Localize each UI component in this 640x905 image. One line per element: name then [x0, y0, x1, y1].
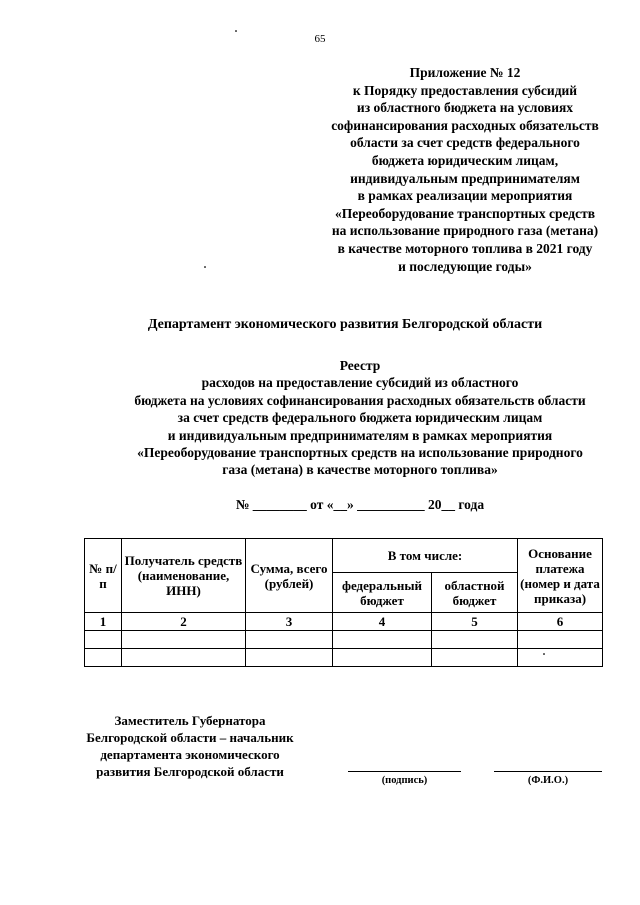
column-number: 2: [122, 613, 246, 631]
registry-number-line: № ________ от «__» __________ 20__ года: [235, 497, 485, 512]
header-num: № п/п: [85, 539, 122, 613]
signer-line: Заместитель Губернатора: [114, 713, 266, 728]
column-number: 1: [85, 613, 122, 631]
signer-line: развития Белгородской области: [96, 764, 284, 779]
header-sum: Сумма, всего (рублей): [246, 539, 333, 613]
name-line: [494, 771, 602, 772]
scan-speck: [543, 653, 545, 655]
header-basis: Основание платежа (номер и дата приказа): [518, 539, 603, 613]
registry-line: расходов на предоставление субсидий из областного: [201, 375, 519, 391]
appendix-line: в рамках реализации мероприятия: [357, 188, 573, 204]
appendix-line: к Порядку предоставления субсидий: [352, 82, 578, 98]
department-title: Департамент экономического развития Белгородской области: [147, 317, 543, 332]
appendix-line: Приложение № 12: [409, 65, 521, 80]
appendix-line: софинансирования расходных обязательств: [331, 117, 599, 133]
header-regional: областной бюджет: [432, 573, 518, 613]
appendix-line: бюджета юридическим лицам,: [371, 152, 559, 168]
signer-title: [80, 712, 300, 780]
appendix-header: [300, 64, 630, 275]
registry-line: за счет средств федерального бюджета юридическим лицам: [177, 410, 543, 426]
registry-line: и индивидуальным предпринимателям в рамках мероприятия: [167, 427, 553, 443]
column-number: 6: [518, 613, 603, 631]
appendix-line: индивидуальным предпринимателям: [350, 170, 580, 186]
appendix-line: области за счет средств федерального: [350, 135, 580, 151]
appendix-line: «Переоборудование транспортных средств: [334, 205, 596, 221]
name-caption: (Ф.И.О.): [527, 775, 569, 786]
header-including: В том числе:: [333, 539, 518, 573]
registry-line: бюджета на условиях софинансирования расходных обязательств области: [134, 392, 586, 408]
signature-caption: (подпись): [381, 775, 428, 786]
signer-line: Белгородской области – начальник: [86, 730, 294, 745]
registry-line: Реестр: [339, 358, 381, 373]
page-number: 65: [314, 33, 326, 45]
table-row: [85, 649, 603, 667]
registry-line: «Переоборудование транспортных средств на использование природного: [137, 445, 583, 461]
column-number: 3: [246, 613, 333, 631]
header-recipient: Получатель средств (наименование, ИНН): [122, 539, 246, 613]
column-numbers-row: [85, 613, 603, 631]
signer-line: департамента экономического: [100, 747, 280, 762]
appendix-line: и последующие годы»: [398, 258, 532, 274]
appendix-line: в качестве моторного топлива в 2021 году: [337, 240, 593, 256]
appendix-line: на использование природного газа (метана): [331, 223, 599, 239]
scan-speck: [204, 266, 206, 268]
registry-line: газа (метана) в качестве моторного топлива»: [222, 462, 498, 478]
registry-title: [60, 357, 640, 479]
table-row: [85, 631, 603, 649]
registry-table: [84, 538, 603, 667]
header-federal: федеральный бюджет: [333, 573, 432, 613]
signature-line: [348, 771, 461, 772]
scan-speck: [235, 30, 237, 32]
column-number: 4: [333, 613, 432, 631]
column-number: 5: [432, 613, 518, 631]
appendix-line: из областного бюджета на условиях: [356, 100, 574, 116]
